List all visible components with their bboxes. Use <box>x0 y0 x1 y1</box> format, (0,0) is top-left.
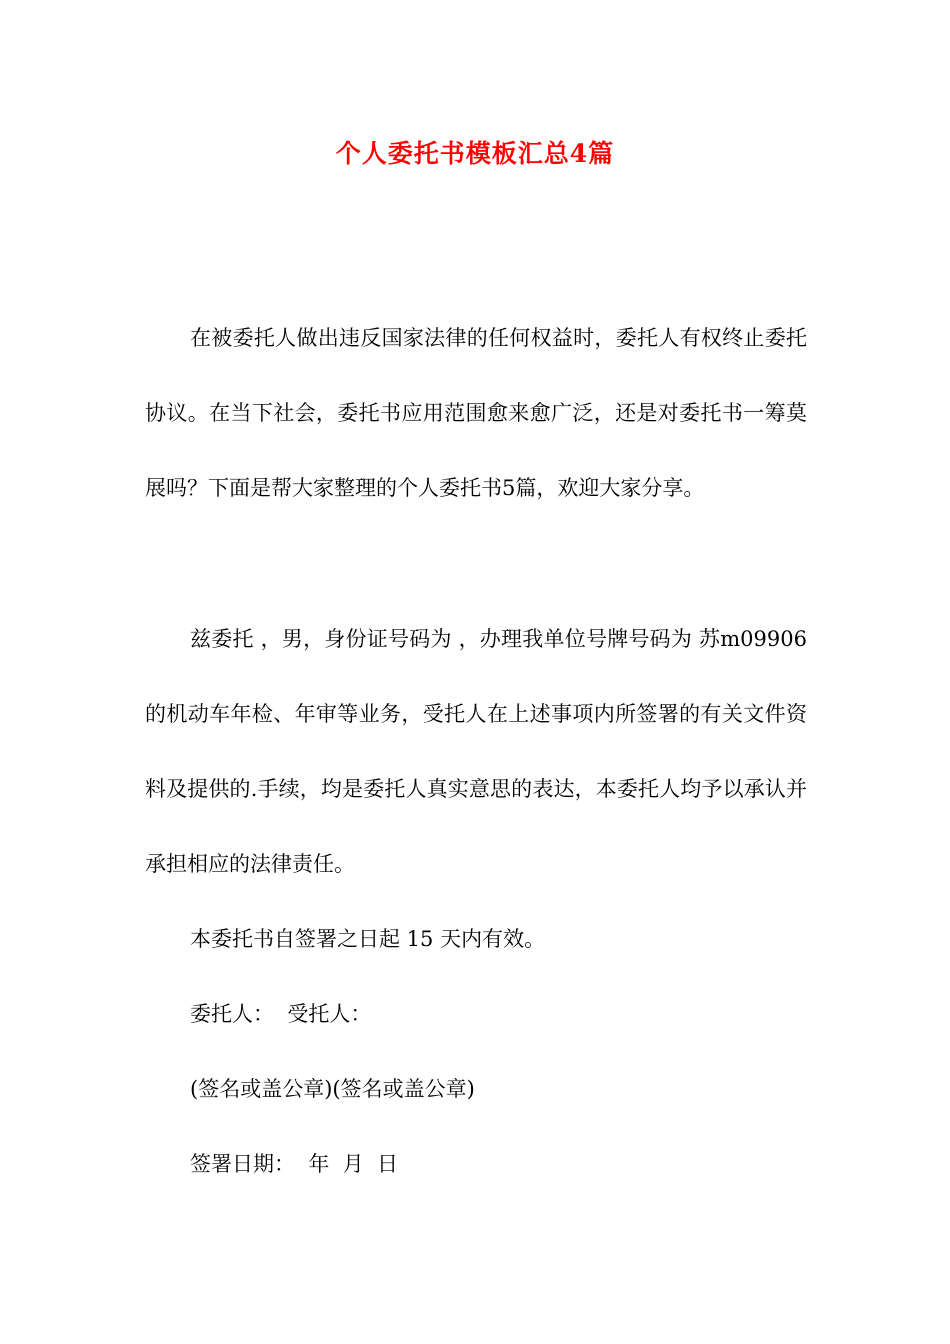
signature-line: (签名或盖公章)(签名或盖公章) <box>190 1077 475 1101</box>
authorization-section <box>145 602 807 902</box>
intro-paragraph: 在被委托人做出违反国家法律的任何权益时，委托人有权终止委托协议。在当下社会，委托书应用范围愈来愈广泛，还是对委托书一筹莫展吗？下面是帮大家整理的个人委托书5篇，欢迎大家分享。 <box>145 326 807 500</box>
signature-section <box>145 902 807 1202</box>
intro-section <box>145 301 807 526</box>
authorization-paragraph: 兹委托 ，男，身份证号码为 ，办理我单位号牌号码为 苏m09906 的机动车年检、年审等业务，受托人在上述事项内所签署的有关文件资料及提供的.手续，均是委托人真实意思的表达，本委托人均予以承认并承担相应的法律责任。 <box>145 627 807 876</box>
parties-line: 委托人： 受托人： <box>190 1002 372 1026</box>
date-line: 签署日期： 年 月 日 <box>190 1152 399 1176</box>
document-title: 个人委托书模板汇总4篇 <box>335 139 615 168</box>
validity-line: 本委托书自签署之日起 15 天内有效。 <box>190 927 546 951</box>
